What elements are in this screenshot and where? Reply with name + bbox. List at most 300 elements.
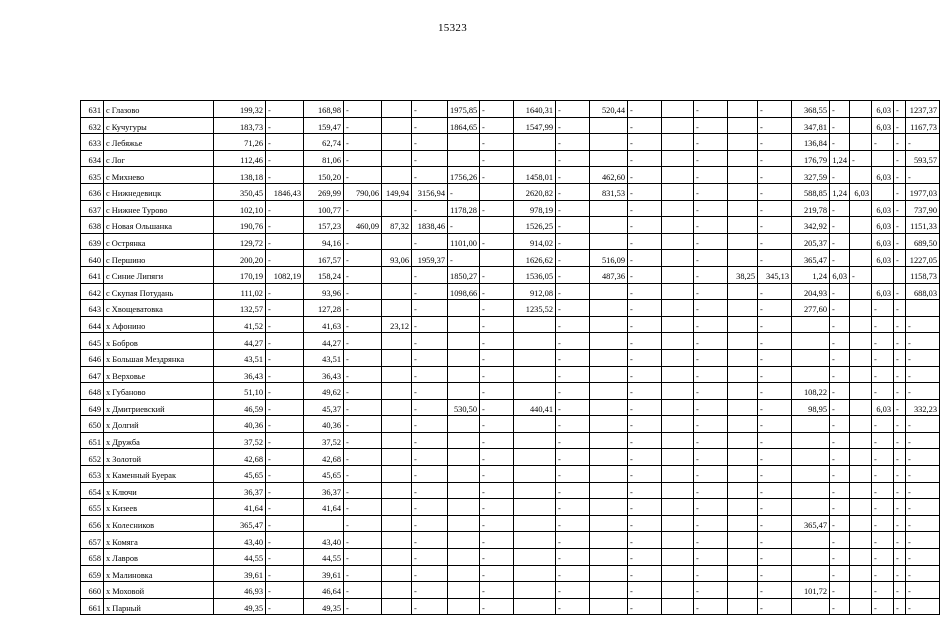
- value-cell: -: [412, 200, 448, 217]
- value-cell: 1237,37: [906, 101, 940, 118]
- value-cell: 45,65: [214, 466, 266, 483]
- value-cell: -: [344, 515, 382, 532]
- table-row: [81, 598, 940, 615]
- value-cell: -: [758, 200, 792, 217]
- value-cell: [662, 515, 694, 532]
- value-cell: 38,25: [728, 266, 758, 283]
- value-cell: -: [894, 515, 906, 532]
- value-cell: -: [628, 482, 662, 499]
- value-cell: [792, 565, 830, 582]
- value-cell: [448, 349, 480, 366]
- value-cell: [662, 466, 694, 483]
- value-cell: -: [412, 366, 448, 383]
- value-cell: [590, 432, 628, 449]
- value-cell: -: [556, 366, 590, 383]
- value-cell: [590, 482, 628, 499]
- value-cell: [514, 432, 556, 449]
- value-cell: -: [266, 101, 304, 118]
- value-cell: [850, 250, 872, 267]
- value-cell: -: [694, 582, 728, 599]
- value-cell: 588,85: [792, 183, 830, 200]
- value-cell: -: [894, 432, 906, 449]
- value-cell: 49,62: [304, 383, 344, 400]
- value-cell: 129,72: [214, 233, 266, 250]
- table-row: [81, 167, 940, 184]
- value-cell: -: [628, 582, 662, 599]
- value-cell: -: [758, 217, 792, 234]
- value-cell: -: [758, 582, 792, 599]
- value-cell: -: [906, 416, 940, 433]
- value-cell: [304, 515, 344, 532]
- value-cell: [850, 117, 872, 134]
- value-cell: 1235,52: [514, 300, 556, 317]
- value-cell: 462,60: [590, 167, 628, 184]
- value-cell: [382, 167, 412, 184]
- value-cell: -: [830, 565, 850, 582]
- value-cell: [448, 565, 480, 582]
- value-cell: [480, 183, 514, 200]
- value-cell: [382, 499, 412, 516]
- value-cell: -: [480, 101, 514, 118]
- settlement-name-cell: с Острянка: [104, 233, 214, 250]
- value-cell: -: [830, 432, 850, 449]
- value-cell: [514, 416, 556, 433]
- value-cell: -: [894, 117, 906, 134]
- value-cell: -: [628, 217, 662, 234]
- value-cell: -: [694, 399, 728, 416]
- value-cell: -: [758, 432, 792, 449]
- value-cell: -: [344, 466, 382, 483]
- value-cell: 46,59: [214, 399, 266, 416]
- value-cell: [590, 349, 628, 366]
- row-number-cell: 638: [81, 217, 104, 234]
- value-cell: -: [480, 316, 514, 333]
- value-cell: 39,61: [214, 565, 266, 582]
- value-cell: -: [894, 598, 906, 615]
- value-cell: [728, 499, 758, 516]
- value-cell: -: [906, 598, 940, 615]
- value-cell: -: [266, 366, 304, 383]
- value-cell: 199,32: [214, 101, 266, 118]
- value-cell: -: [556, 134, 590, 151]
- value-cell: 43,40: [214, 532, 266, 549]
- value-cell: [728, 432, 758, 449]
- value-cell: [662, 449, 694, 466]
- value-cell: [590, 217, 628, 234]
- table-row: [81, 482, 940, 499]
- value-cell: [662, 250, 694, 267]
- value-cell: [728, 582, 758, 599]
- value-cell: [662, 499, 694, 516]
- value-cell: -: [894, 499, 906, 516]
- value-cell: 44,55: [214, 549, 266, 566]
- settlement-name-cell: х Бобров: [104, 333, 214, 350]
- value-cell: -: [628, 134, 662, 151]
- value-cell: -: [556, 150, 590, 167]
- table-row: [81, 366, 940, 383]
- value-cell: [448, 300, 480, 317]
- value-cell: -: [906, 333, 940, 350]
- value-cell: -: [628, 266, 662, 283]
- value-cell: [662, 101, 694, 118]
- value-cell: -: [344, 349, 382, 366]
- value-cell: 6,03: [872, 101, 894, 118]
- row-number-cell: 641: [81, 266, 104, 283]
- table-row: [81, 532, 940, 549]
- value-cell: [382, 466, 412, 483]
- value-cell: 1,24: [830, 183, 850, 200]
- value-cell: -: [412, 266, 448, 283]
- value-cell: -: [694, 283, 728, 300]
- value-cell: [590, 582, 628, 599]
- value-cell: -: [628, 349, 662, 366]
- value-cell: -: [694, 266, 728, 283]
- value-cell: -: [628, 565, 662, 582]
- value-cell: -: [480, 549, 514, 566]
- settlement-name-cell: с Нижнедевицк: [104, 183, 214, 200]
- value-cell: [590, 399, 628, 416]
- value-cell: 1,24: [830, 150, 850, 167]
- value-cell: -: [830, 300, 850, 317]
- value-cell: [872, 266, 894, 283]
- value-cell: [728, 366, 758, 383]
- value-cell: -: [694, 349, 728, 366]
- value-cell: 205,37: [792, 233, 830, 250]
- value-cell: -: [894, 233, 906, 250]
- value-cell: -: [694, 515, 728, 532]
- data-table: [80, 100, 940, 615]
- value-cell: -: [830, 416, 850, 433]
- value-cell: [448, 416, 480, 433]
- value-cell: -: [266, 200, 304, 217]
- value-cell: -: [266, 316, 304, 333]
- value-cell: [382, 333, 412, 350]
- value-cell: -: [448, 250, 480, 267]
- value-cell: 327,59: [792, 167, 830, 184]
- value-cell: 342,92: [792, 217, 830, 234]
- value-cell: [728, 333, 758, 350]
- value-cell: -: [480, 582, 514, 599]
- value-cell: 138,18: [214, 167, 266, 184]
- value-cell: -: [412, 598, 448, 615]
- value-cell: -: [344, 598, 382, 615]
- value-cell: -: [412, 532, 448, 549]
- value-cell: 94,16: [304, 233, 344, 250]
- value-cell: -: [830, 316, 850, 333]
- value-cell: 831,53: [590, 183, 628, 200]
- value-cell: -: [694, 150, 728, 167]
- value-cell: 167,57: [304, 250, 344, 267]
- value-cell: 6,03: [850, 183, 872, 200]
- table-row: [81, 233, 940, 250]
- value-cell: 71,26: [214, 134, 266, 151]
- value-cell: -: [628, 283, 662, 300]
- value-cell: [662, 300, 694, 317]
- value-cell: -: [412, 283, 448, 300]
- value-cell: [448, 598, 480, 615]
- value-cell: [850, 233, 872, 250]
- value-cell: -: [412, 349, 448, 366]
- value-cell: [728, 466, 758, 483]
- value-cell: [448, 515, 480, 532]
- value-cell: 44,27: [214, 333, 266, 350]
- value-cell: -: [266, 532, 304, 549]
- value-cell: [514, 466, 556, 483]
- value-cell: 157,23: [304, 217, 344, 234]
- table-row: [81, 582, 940, 599]
- value-cell: -: [480, 333, 514, 350]
- settlement-name-cell: х Верховье: [104, 366, 214, 383]
- value-cell: -: [758, 549, 792, 566]
- value-cell: -: [412, 466, 448, 483]
- value-cell: -: [344, 399, 382, 416]
- value-cell: -: [266, 416, 304, 433]
- value-cell: -: [556, 217, 590, 234]
- value-cell: [792, 416, 830, 433]
- value-cell: -: [266, 217, 304, 234]
- value-cell: [662, 532, 694, 549]
- value-cell: [514, 449, 556, 466]
- value-cell: -: [830, 366, 850, 383]
- value-cell: [590, 283, 628, 300]
- value-cell: 6,03: [872, 200, 894, 217]
- row-number-cell: 633: [81, 134, 104, 151]
- value-cell: [894, 266, 906, 283]
- value-cell: [448, 549, 480, 566]
- value-cell: [728, 399, 758, 416]
- value-cell: 1158,73: [906, 266, 940, 283]
- value-cell: -: [830, 598, 850, 615]
- value-cell: [382, 598, 412, 615]
- value-cell: -: [906, 515, 940, 532]
- value-cell: [514, 515, 556, 532]
- value-cell: [662, 134, 694, 151]
- value-cell: [448, 499, 480, 516]
- value-cell: 51,10: [214, 383, 266, 400]
- value-cell: -: [266, 283, 304, 300]
- value-cell: 46,64: [304, 582, 344, 599]
- value-cell: [514, 316, 556, 333]
- value-cell: -: [694, 466, 728, 483]
- value-cell: [662, 333, 694, 350]
- value-cell: 1838,46: [412, 217, 448, 234]
- value-cell: 689,50: [906, 233, 940, 250]
- value-cell: -: [872, 598, 894, 615]
- value-cell: 1846,43: [266, 183, 304, 200]
- value-cell: -: [266, 134, 304, 151]
- value-cell: 912,08: [514, 283, 556, 300]
- value-cell: -: [344, 167, 382, 184]
- settlement-name-cell: х Ключи: [104, 482, 214, 499]
- value-cell: [850, 582, 872, 599]
- value-cell: [850, 565, 872, 582]
- settlement-name-cell: с Синие Липяги: [104, 266, 214, 283]
- value-cell: [662, 432, 694, 449]
- value-cell: -: [694, 134, 728, 151]
- value-cell: -: [894, 200, 906, 217]
- table-row: [81, 449, 940, 466]
- table-row: [81, 333, 940, 350]
- value-cell: [448, 582, 480, 599]
- value-cell: [850, 399, 872, 416]
- value-cell: [448, 449, 480, 466]
- value-cell: -: [266, 499, 304, 516]
- value-cell: [590, 333, 628, 350]
- value-cell: [590, 117, 628, 134]
- row-number-cell: 659: [81, 565, 104, 582]
- settlement-name-cell: с Глазово: [104, 101, 214, 118]
- value-cell: -: [758, 366, 792, 383]
- value-cell: [448, 366, 480, 383]
- table-row: [81, 466, 940, 483]
- value-cell: 790,06: [344, 183, 382, 200]
- value-cell: -: [830, 349, 850, 366]
- value-cell: [662, 183, 694, 200]
- value-cell: -: [894, 399, 906, 416]
- value-cell: [448, 383, 480, 400]
- value-cell: -: [694, 233, 728, 250]
- value-cell: -: [556, 349, 590, 366]
- value-cell: 36,37: [214, 482, 266, 499]
- value-cell: 1864,65: [448, 117, 480, 134]
- value-cell: [728, 549, 758, 566]
- table-row: [81, 134, 940, 151]
- value-cell: -: [894, 549, 906, 566]
- value-cell: -: [628, 598, 662, 615]
- value-cell: [590, 449, 628, 466]
- value-cell: -: [830, 200, 850, 217]
- row-number-cell: 656: [81, 515, 104, 532]
- value-cell: 39,61: [304, 565, 344, 582]
- value-cell: [850, 134, 872, 151]
- value-cell: [792, 466, 830, 483]
- value-cell: 978,19: [514, 200, 556, 217]
- value-cell: 365,47: [792, 515, 830, 532]
- value-cell: -: [894, 167, 906, 184]
- settlement-name-cell: с Кучугуры: [104, 117, 214, 134]
- value-cell: -: [628, 449, 662, 466]
- value-cell: 914,02: [514, 233, 556, 250]
- value-cell: -: [266, 349, 304, 366]
- value-cell: 1101,00: [448, 233, 480, 250]
- value-cell: -: [830, 333, 850, 350]
- value-cell: 1640,31: [514, 101, 556, 118]
- value-cell: -: [758, 532, 792, 549]
- value-cell: -: [344, 565, 382, 582]
- value-cell: [728, 233, 758, 250]
- value-cell: [448, 316, 480, 333]
- value-cell: -: [266, 549, 304, 566]
- value-cell: [382, 532, 412, 549]
- value-cell: 347,81: [792, 117, 830, 134]
- value-cell: [382, 283, 412, 300]
- table-row: [81, 250, 940, 267]
- value-cell: 365,47: [792, 250, 830, 267]
- value-cell: -: [480, 200, 514, 217]
- value-cell: 6,03: [872, 217, 894, 234]
- value-cell: [514, 333, 556, 350]
- value-cell: -: [906, 565, 940, 582]
- value-cell: -: [344, 383, 382, 400]
- value-cell: [590, 549, 628, 566]
- value-cell: -: [894, 283, 906, 300]
- value-cell: [792, 598, 830, 615]
- row-number-cell: 653: [81, 466, 104, 483]
- value-cell: -: [556, 582, 590, 599]
- value-cell: -: [830, 532, 850, 549]
- value-cell: -: [694, 101, 728, 118]
- table-row: [81, 565, 940, 582]
- value-cell: -: [694, 117, 728, 134]
- value-cell: 183,73: [214, 117, 266, 134]
- value-cell: 108,22: [792, 383, 830, 400]
- value-cell: -: [758, 150, 792, 167]
- row-number-cell: 631: [81, 101, 104, 118]
- value-cell: -: [480, 532, 514, 549]
- value-cell: -: [556, 117, 590, 134]
- value-cell: 36,43: [214, 366, 266, 383]
- value-cell: [514, 150, 556, 167]
- value-cell: [728, 167, 758, 184]
- value-cell: -: [872, 482, 894, 499]
- value-cell: -: [266, 432, 304, 449]
- value-cell: [382, 349, 412, 366]
- value-cell: [448, 134, 480, 151]
- value-cell: -: [480, 383, 514, 400]
- value-cell: [728, 117, 758, 134]
- row-number-cell: 642: [81, 283, 104, 300]
- value-cell: -: [556, 466, 590, 483]
- value-cell: -: [480, 416, 514, 433]
- value-cell: -: [556, 233, 590, 250]
- value-cell: 37,52: [214, 432, 266, 449]
- value-cell: [792, 366, 830, 383]
- value-cell: -: [266, 250, 304, 267]
- value-cell: 1977,03: [906, 183, 940, 200]
- value-cell: [514, 383, 556, 400]
- settlement-name-cell: х Дружба: [104, 432, 214, 449]
- value-cell: -: [480, 466, 514, 483]
- value-cell: -: [694, 333, 728, 350]
- value-cell: 112,46: [214, 150, 266, 167]
- settlement-name-cell: с Михнево: [104, 167, 214, 184]
- value-cell: [850, 333, 872, 350]
- value-cell: 219,78: [792, 200, 830, 217]
- table-row: [81, 300, 940, 317]
- table-row: [81, 399, 940, 416]
- value-cell: -: [694, 416, 728, 433]
- value-cell: 100,77: [304, 200, 344, 217]
- value-cell: [662, 283, 694, 300]
- value-cell: [382, 134, 412, 151]
- value-cell: -: [830, 499, 850, 516]
- value-cell: -: [894, 565, 906, 582]
- value-cell: 6,03: [872, 250, 894, 267]
- value-cell: -: [480, 515, 514, 532]
- value-cell: 44,55: [304, 549, 344, 566]
- value-cell: 62,74: [304, 134, 344, 151]
- value-cell: [514, 134, 556, 151]
- value-cell: 487,36: [590, 266, 628, 283]
- row-number-cell: 651: [81, 432, 104, 449]
- value-cell: -: [872, 416, 894, 433]
- value-cell: -: [266, 333, 304, 350]
- settlement-name-cell: х Комяга: [104, 532, 214, 549]
- value-cell: -: [872, 383, 894, 400]
- value-cell: 45,65: [304, 466, 344, 483]
- value-cell: 159,47: [304, 117, 344, 134]
- value-cell: 40,36: [304, 416, 344, 433]
